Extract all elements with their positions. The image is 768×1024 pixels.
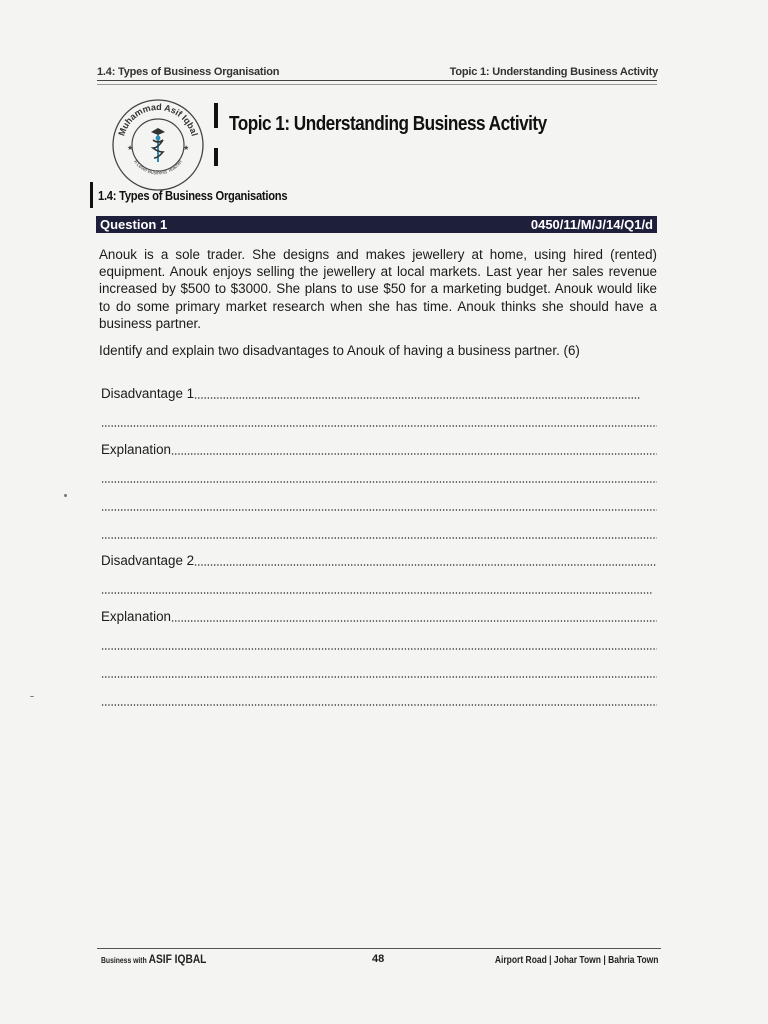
answer-label: Disadvantage 2 (101, 553, 195, 568)
seal-top-text: Muhammad Asif Iqbal (116, 101, 200, 138)
footer-brand (101, 952, 206, 966)
answer-line-disadvantage-1[interactable] (101, 386, 641, 402)
svg-text:★: ★ (183, 145, 190, 152)
answer-label: Explanation (101, 442, 171, 457)
answer-line[interactable] (101, 665, 657, 681)
question-code: 0450/11/M/J/14/Q1/d (530, 217, 653, 232)
answer-line[interactable] (101, 414, 657, 430)
answer-label: Disadvantage 1 (101, 386, 195, 401)
footer-brand-prefix: Business with (101, 956, 149, 965)
title-accent-bar (214, 103, 218, 128)
seal-bottom-text: A Level Business Teacher (132, 158, 184, 177)
question-bar (96, 216, 657, 233)
running-header-right: Topic 1: Understanding Business Activity (449, 66, 658, 78)
answer-line[interactable] (101, 498, 657, 514)
answer-line[interactable] (101, 526, 657, 542)
footer-rule (97, 948, 661, 949)
header-rule (97, 80, 657, 81)
footer-brand-name: ASIF IQBAL (148, 952, 207, 966)
answer-line-explanation-2[interactable] (101, 609, 657, 625)
footer-locations: Airport Road | Johar Town | Bahria Town (494, 955, 658, 966)
title-accent-bar-lower (214, 148, 218, 166)
scan-speck (64, 494, 67, 497)
answer-line[interactable] (101, 693, 657, 709)
answer-line[interactable] (101, 581, 653, 597)
answer-label: Explanation (101, 609, 171, 624)
section-accent-bar (90, 182, 93, 208)
question-text: Anouk is a sole trader. She designs and makes jewellery at home, using hired (rented) equipment. Anouk enjoys selling the jewellery at local markets. Last year her sales revenue increased by $500 to $3000. She plans to use $50 for a marketing budget. Anouk would like to do some primary market research when she has time. Anouk thinks she should have a business partner. (99, 247, 657, 331)
section-title: 1.4: Types of Business Organisations (98, 188, 288, 203)
answer-line-disadvantage-2[interactable] (101, 553, 657, 569)
teacher-seal-logo (111, 98, 205, 192)
question-instruction: Identify and explain two disadvantages to Anouk of having a business partner. (6) (99, 343, 580, 358)
header-rule-secondary (97, 84, 657, 85)
topic-title: Topic 1: Understanding Business Activity (229, 113, 547, 135)
question-label: Question 1 (100, 217, 168, 232)
scan-speck (30, 696, 34, 697)
answer-line[interactable] (101, 470, 657, 486)
page-number: 48 (372, 953, 385, 965)
answer-line[interactable] (101, 637, 657, 653)
answer-line-explanation-1[interactable] (101, 442, 657, 458)
svg-text:★: ★ (127, 145, 134, 152)
running-header-left: 1.4: Types of Business Organisation (97, 66, 280, 78)
